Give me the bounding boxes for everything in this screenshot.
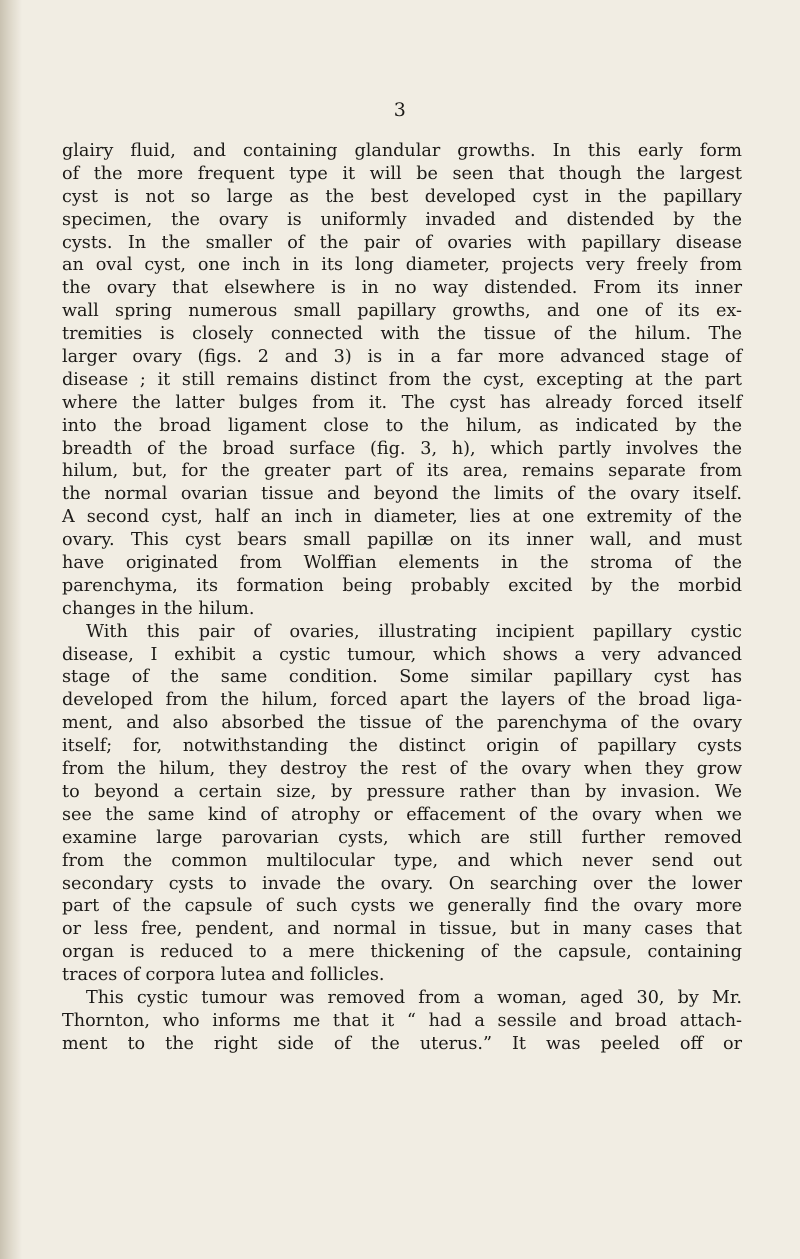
text-line: hilum, but, for the greater part of its area, remains separate from bbox=[62, 461, 742, 482]
text-line: Thornton, who informs me that it “ had a sessile and broad attach- bbox=[62, 1010, 742, 1031]
text-line: disease, I exhibit a cystic tumour, which shows a very advanced bbox=[62, 644, 742, 665]
text-line: breadth of the broad surface (fig. 3, h), which partly involves the bbox=[62, 438, 742, 459]
text-line: traces of corpora lutea and follicles. bbox=[62, 965, 385, 986]
text-line: wall spring numerous small papillary growths, and one of its ex- bbox=[62, 301, 742, 322]
text-line: examine large parovarian cysts, which are still further removed bbox=[62, 827, 742, 848]
text-line: an oval cyst, one inch in its long diameter, projects very freely from bbox=[62, 255, 742, 276]
page-number: 3 bbox=[393, 99, 407, 121]
text-line: from the common multilocular type, and which never send out bbox=[62, 850, 742, 871]
text-line: tremities is closely connected with the tissue of the hilum. The bbox=[62, 324, 742, 345]
text-line: changes in the hilum. bbox=[62, 598, 255, 619]
text-line: ovary. This cyst bears small papillæ on its inner wall, and must bbox=[62, 530, 742, 551]
text-line: cysts. In the smaller of the pair of ovaries with papillary disease bbox=[62, 232, 742, 253]
text-line: from the hilum, they destroy the rest of the ovary when they grow bbox=[62, 759, 742, 780]
text-line: larger ovary (figs. 2 and 3) is in a far more advanced stage of bbox=[62, 347, 742, 368]
page-edge-shadow bbox=[0, 0, 22, 1259]
text-line: part of the capsule of such cysts we generally find the ovary more bbox=[62, 896, 742, 917]
text-line: specimen, the ovary is uniformly invaded and distended by the bbox=[62, 209, 742, 230]
text-line: of the more frequent type it will be seen that though the largest bbox=[62, 163, 742, 184]
text-line: With this pair of ovaries, illustrating incipient papillary cystic bbox=[86, 621, 742, 642]
text-line: the ovary that elsewhere is in no way distended. From its inner bbox=[62, 278, 742, 299]
text-line: disease ; it still remains distinct from the cyst, excepting at the part bbox=[62, 369, 742, 390]
text-line: glairy fluid, and containing glandular growths. In this early form bbox=[62, 141, 742, 161]
text-line: where the latter bulges from it. The cyst has already forced itself bbox=[62, 392, 742, 413]
text-line: to beyond a certain size, by pressure rather than by invasion. We bbox=[62, 781, 742, 802]
text-line: stage of the same condition. Some similar papillary cyst has bbox=[62, 667, 742, 688]
body-text bbox=[62, 140, 742, 1056]
text-line: This cystic tumour was removed from a woman, aged 30, by Mr. bbox=[86, 987, 742, 1008]
text-line: secondary cysts to invade the ovary. On searching over the lower bbox=[62, 873, 742, 894]
text-line: organ is reduced to a mere thickening of the capsule, containing bbox=[62, 942, 742, 963]
text-line: the normal ovarian tissue and beyond the limits of the ovary itself. bbox=[62, 484, 742, 505]
text-line: see the same kind of atrophy or effacement of the ovary when we bbox=[62, 804, 742, 825]
text-line: into the broad ligament close to the hilum, as indicated by the bbox=[62, 415, 742, 436]
text-line: cyst is not so large as the best developed cyst in the papillary bbox=[62, 186, 742, 207]
text-line: ment to the right side of the uterus.” It was peeled off or bbox=[62, 1033, 742, 1054]
text-line: A second cyst, half an inch in diameter, lies at one extremity of the bbox=[62, 507, 742, 528]
text-line: or less free, pendent, and normal in tissue, but in many cases that bbox=[62, 919, 742, 940]
text-line: ment, and also absorbed the tissue of the parenchyma of the ovary bbox=[62, 713, 742, 734]
text-line: have originated from Wolffian elements in the stroma of the bbox=[62, 553, 742, 574]
text-line: developed from the hilum, forced apart the layers of the broad liga- bbox=[62, 690, 742, 711]
text-line: itself; for, notwithstanding the distinct origin of papillary cysts bbox=[62, 736, 742, 757]
text-line: parenchyma, its formation being probably excited by the morbid bbox=[62, 575, 742, 596]
